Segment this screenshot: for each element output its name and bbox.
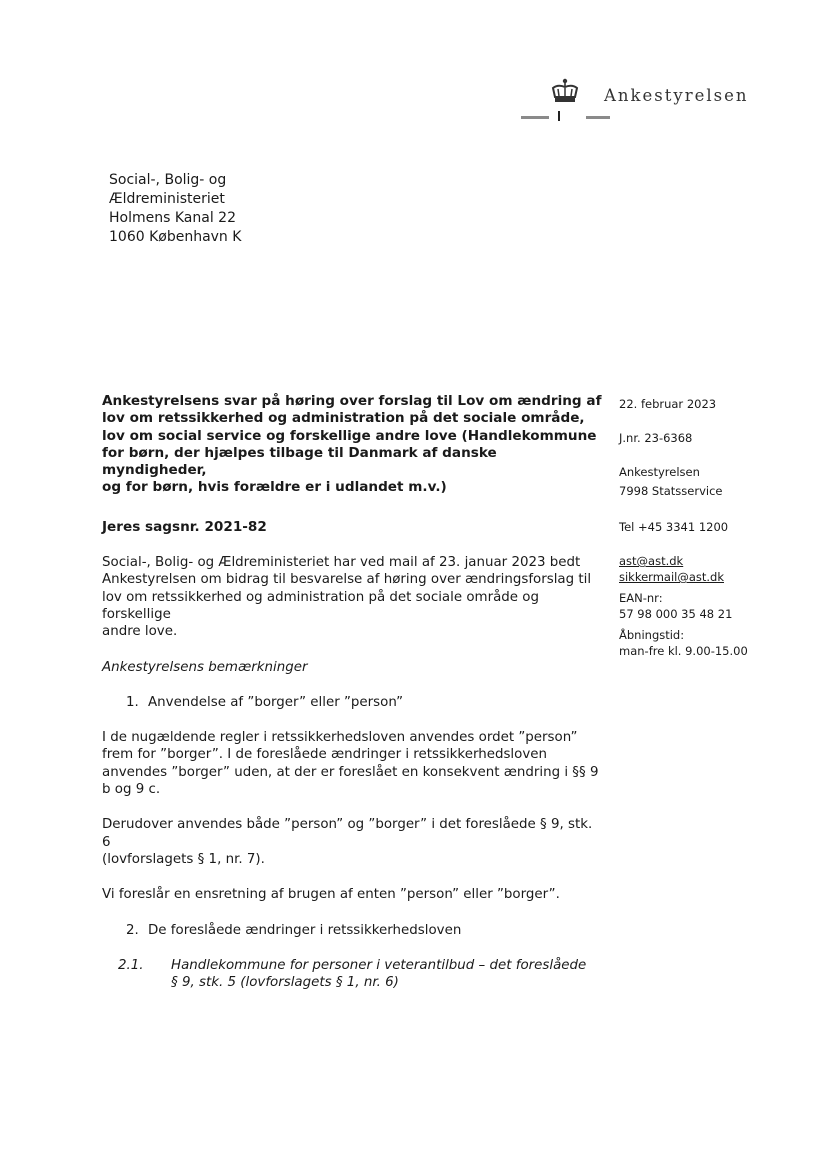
text-line: andre love. bbox=[102, 624, 178, 640]
subsection-number: 2.1. bbox=[118, 957, 144, 973]
text-line: (lovforslagets § 1, nr. 7). bbox=[102, 851, 265, 867]
letterhead-tick bbox=[558, 111, 560, 121]
paragraph-1 bbox=[102, 729, 602, 798]
crown-icon bbox=[550, 78, 580, 104]
remarks-heading: Ankestyrelsens bemærkninger bbox=[102, 659, 308, 675]
paragraph-3: Vi foreslår en ensretning af brugen af enten ”person” eller ”borger”. bbox=[102, 887, 560, 903]
subsection-title bbox=[171, 957, 586, 992]
title-line: og for børn, hvis forældre er i udlandet m.v.) bbox=[102, 479, 447, 496]
text-line: b og 9 c. bbox=[102, 782, 161, 798]
email-link[interactable]: ast@ast.dk bbox=[619, 554, 684, 568]
subsection-2-1-heading bbox=[118, 957, 602, 992]
section-title: Anvendelse af ”borger” eller ”person” bbox=[148, 694, 404, 710]
text-line: frem for ”borger”. I de foreslåede ændringer i retssikkerhedsloven bbox=[102, 747, 547, 763]
sender-address: 7998 Statsservice bbox=[619, 484, 723, 498]
text-line: anvendes ”borger” uden, at der er foreslået en konsekvent ændring i §§ 9 bbox=[102, 764, 599, 780]
section-1-heading bbox=[126, 694, 602, 711]
ean-value: 57 98 000 35 48 21 bbox=[619, 607, 733, 621]
recipient-address bbox=[109, 171, 241, 247]
secure-email-link[interactable]: sikkermail@ast.dk bbox=[619, 570, 724, 584]
organization-name: Ankestyrelsen bbox=[604, 86, 749, 105]
phone-number: Tel +45 3341 1200 bbox=[619, 520, 729, 534]
recipient-line: Social-, Bolig- og bbox=[109, 172, 227, 188]
journal-number: J.nr. 23-6368 bbox=[619, 431, 693, 445]
title-line: lov om retssikkerhed og administration på det sociale område, bbox=[102, 410, 585, 427]
text-line: Derudover anvendes både ”person” og ”borger” i det foreslåede § 9, stk. 6 bbox=[102, 817, 593, 850]
text-line: § 9, stk. 5 (lovforslagets § 1, nr. 6) bbox=[171, 975, 399, 991]
title-line: lov om social service og forskellige andre love (Handlekommune bbox=[102, 427, 597, 444]
recipient-line: 1060 København K bbox=[109, 229, 242, 245]
sender-name: Ankestyrelsen bbox=[619, 465, 700, 479]
recipient-line: Holmens Kanal 22 bbox=[109, 210, 236, 226]
section-number: 1. bbox=[126, 694, 139, 710]
ean-label: EAN-nr: bbox=[619, 591, 663, 605]
title-line: Ankestyrelsens svar på høring over forslag til Lov om ændring af bbox=[102, 393, 602, 409]
text-line: Handlekommune for personer i veterantilbud – det foreslåede bbox=[171, 957, 587, 973]
hours-value: man-fre kl. 9.00-15.00 bbox=[619, 644, 748, 658]
text-line: lov om retssikkerhed og administration på det sociale område og forskellige bbox=[102, 589, 539, 622]
letter-date: 22. februar 2023 bbox=[619, 397, 717, 411]
section-number: 2. bbox=[126, 922, 139, 938]
letterhead-rule-left bbox=[521, 116, 549, 119]
title-line: for børn, der hjælpes tilbage til Danmark af danske myndigheder, bbox=[102, 444, 497, 479]
section-2-heading bbox=[126, 922, 602, 939]
letter-title bbox=[102, 393, 602, 497]
section-title: De foreslåede ændringer i retssikkerhedsloven bbox=[148, 922, 462, 938]
intro-paragraph bbox=[102, 554, 602, 640]
text-line: Ankestyrelsen om bidrag til besvarelse af høring over ændringsforslag til bbox=[102, 572, 592, 588]
letterhead-rule-right bbox=[586, 116, 610, 119]
sender-info-column bbox=[619, 396, 809, 659]
recipient-line: Ældreministeriet bbox=[109, 191, 225, 207]
case-reference: Jeres sagsnr. 2021-82 bbox=[102, 518, 267, 535]
text-line: I de nugældende regler i retssikkerhedsloven anvendes ordet ”person” bbox=[102, 730, 578, 746]
paragraph-2 bbox=[102, 816, 602, 868]
text-line: Social-, Bolig- og Ældreministeriet har ved mail af 23. januar 2023 bedt bbox=[102, 555, 581, 571]
hours-label: Åbningstid: bbox=[619, 628, 685, 642]
letter-body bbox=[102, 393, 602, 991]
